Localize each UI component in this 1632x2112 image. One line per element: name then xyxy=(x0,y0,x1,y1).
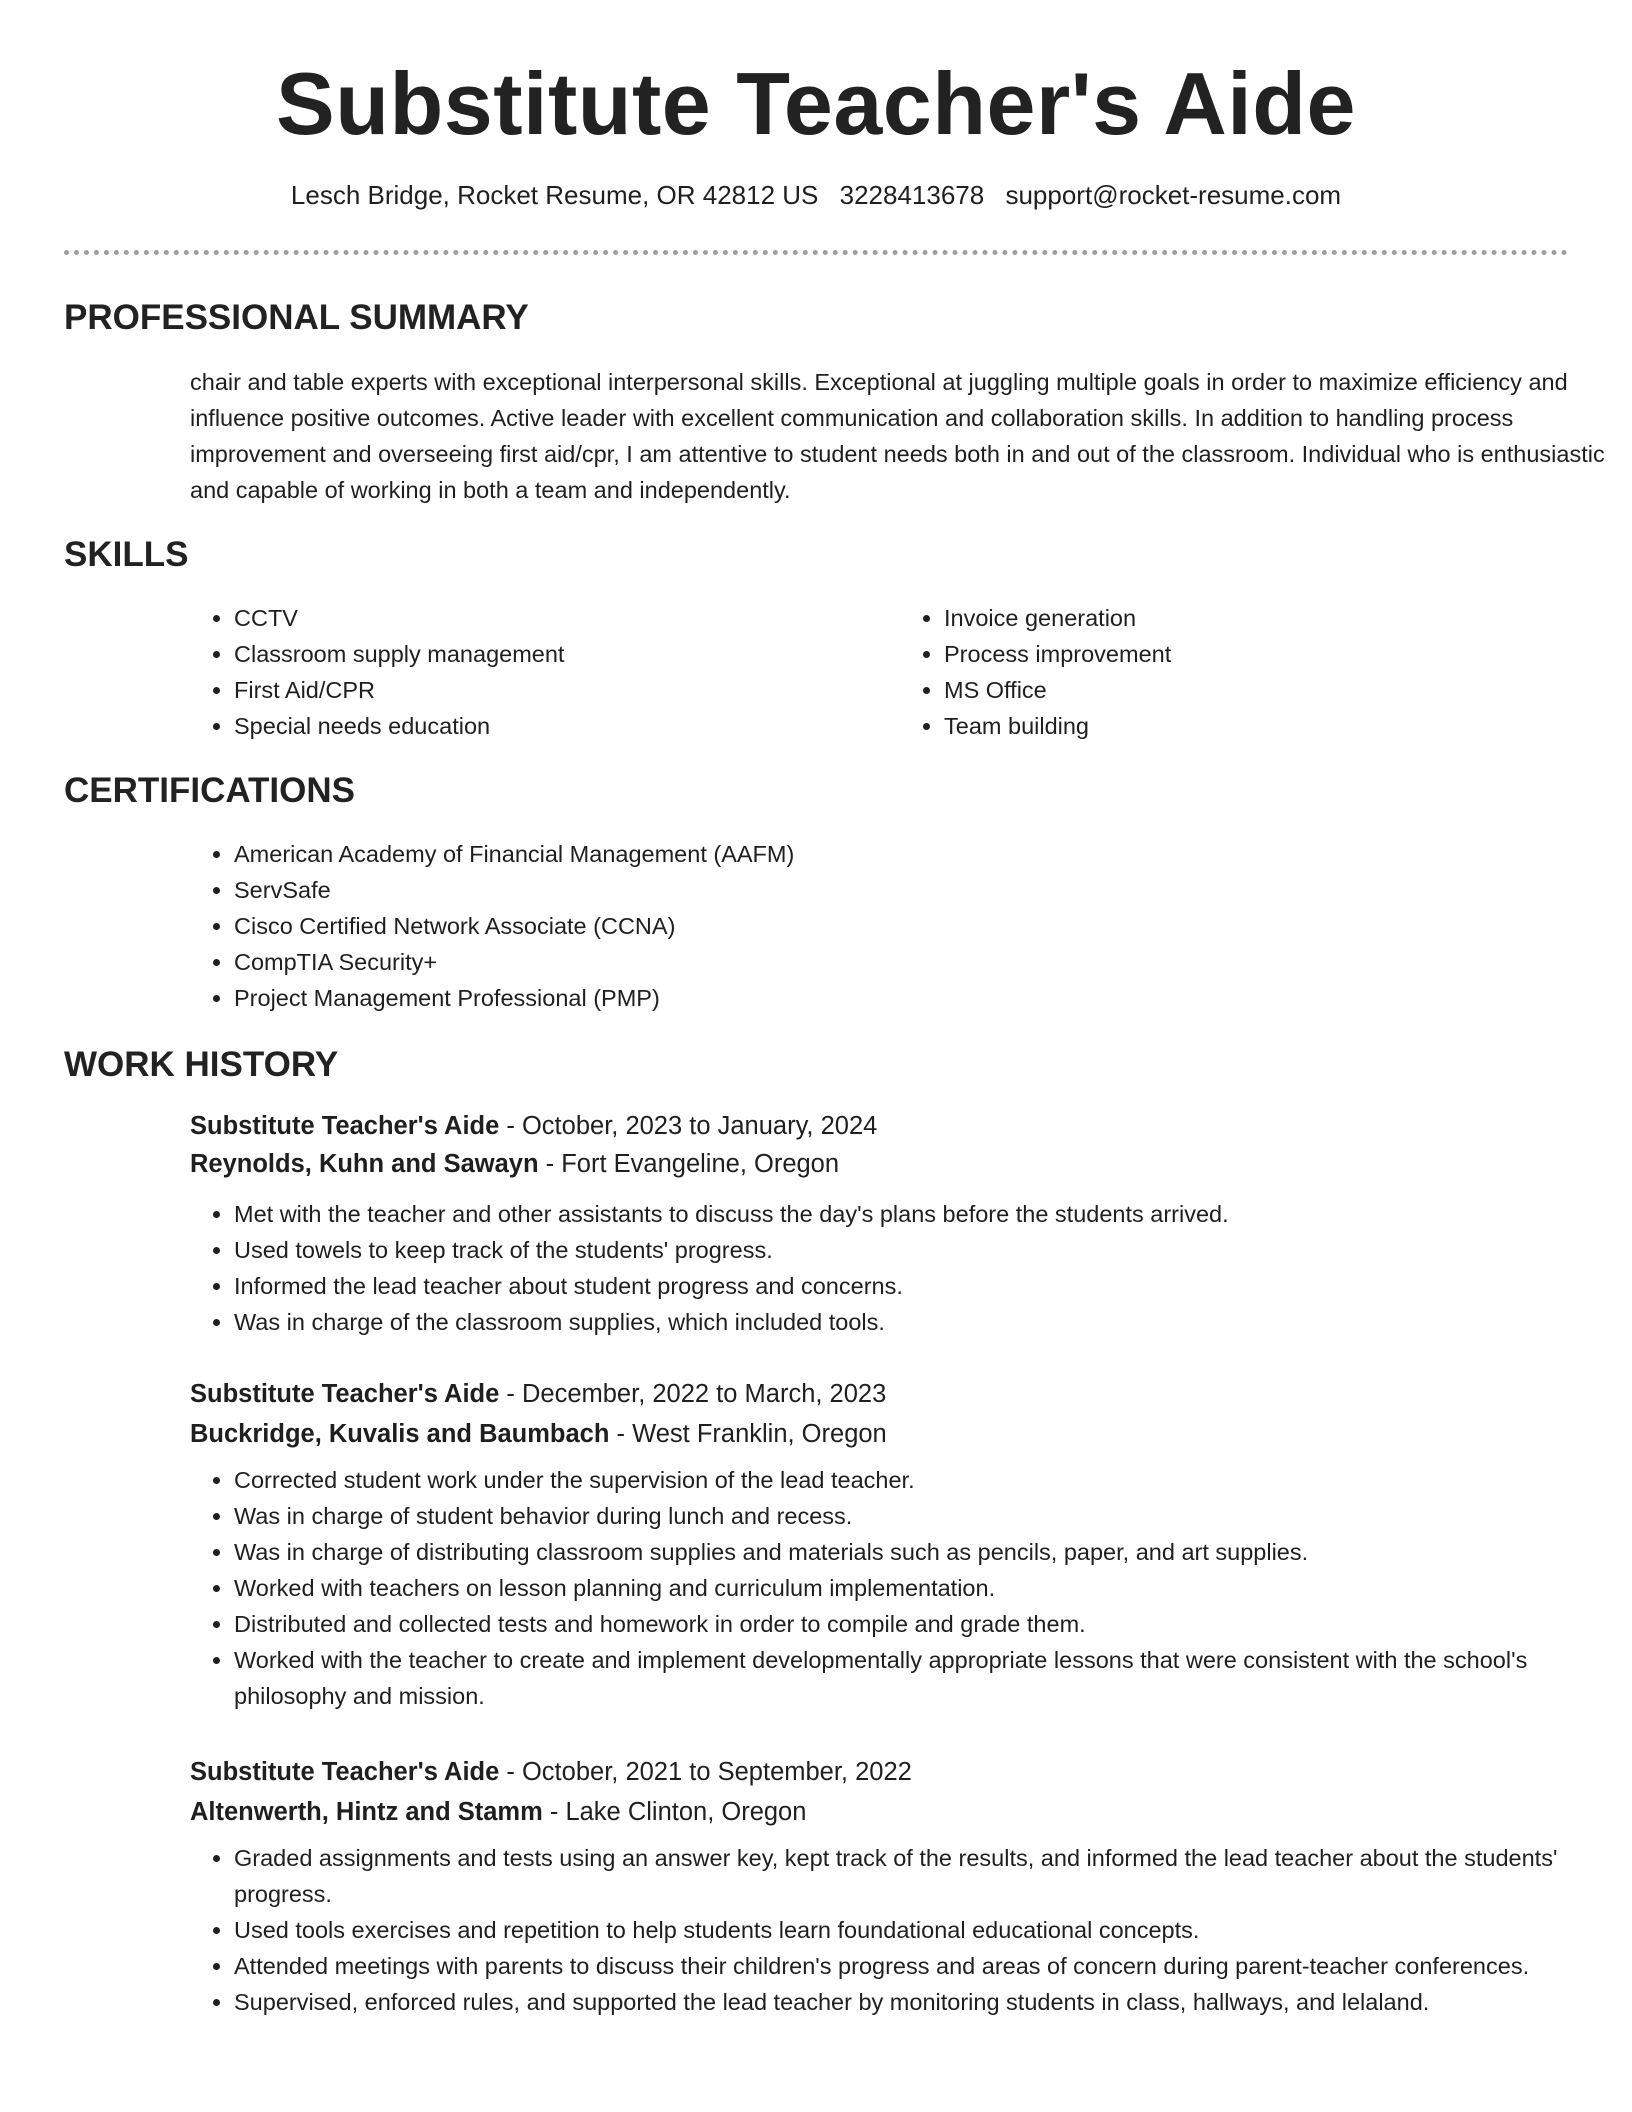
job-bullet: • Was in charge of the classroom supplies, which included tools. xyxy=(234,1304,1610,1340)
certification-item: • American Academy of Financial Management (AAFM) xyxy=(234,836,1610,872)
skill-item: • Classroom supply management xyxy=(234,636,900,672)
contact-line xyxy=(64,178,1568,212)
contact-phone: 3228413678 xyxy=(839,180,985,210)
skills-heading: SKILLS xyxy=(64,535,189,574)
job-company-line xyxy=(190,1146,1610,1182)
skill-item: • Invoice generation xyxy=(944,600,1610,636)
job-location: - West Franklin, Oregon xyxy=(609,1420,887,1448)
job-bullet: • Worked with teachers on lesson planning and curriculum implementation. xyxy=(234,1570,1610,1606)
skill-item: • Special needs education xyxy=(234,708,900,744)
job-title-line xyxy=(190,1376,1610,1412)
job-role: Substitute Teacher's Aide xyxy=(190,1112,500,1140)
skills-list-right xyxy=(900,600,1610,744)
job-bullet: • Used towels to keep track of the students' progress. xyxy=(234,1232,1610,1268)
skill-item: • MS Office xyxy=(944,672,1610,708)
summary-section xyxy=(190,364,1610,508)
job-title-line xyxy=(190,1754,1610,1790)
job-dates: - October, 2023 to January, 2024 xyxy=(499,1112,878,1140)
summary-text: chair and table experts with exceptional interpersonal skills. Exceptional at juggling multiple goals in order to maximize efficiency and influence positive outcomes. Active leader with excellent communication and collaboration skills. In addition to handling process improvement and overseeing first aid/cpr, I am attentive to student needs both in and out of the classroom. Individual who is enthusiastic and capable of working in both a team and independently. xyxy=(190,369,1605,503)
job-bullet: • Corrected student work under the supervision of the lead teacher. xyxy=(234,1462,1610,1498)
certifications-heading: CERTIFICATIONS xyxy=(64,771,356,810)
job-company-line xyxy=(190,1416,1610,1452)
job-company: Reynolds, Kuhn and Sawayn xyxy=(190,1150,539,1178)
certifications-list xyxy=(190,836,1610,1016)
job-location: - Fort Evangeline, Oregon xyxy=(538,1150,840,1178)
resume-page xyxy=(64,0,1605,2015)
job-entry xyxy=(190,1754,1610,2020)
job-location: - Lake Clinton, Oregon xyxy=(542,1798,807,1826)
summary-heading: PROFESSIONAL SUMMARY xyxy=(64,298,529,337)
certification-item: • ServSafe xyxy=(234,872,1610,908)
contact-address: Lesch Bridge, Rocket Resume, OR 42812 US xyxy=(290,180,819,210)
job-bullets xyxy=(190,1462,1610,1714)
certification-item: • Project Management Professional (PMP) xyxy=(234,980,1610,1016)
certification-item: • Cisco Certified Network Associate (CCNA) xyxy=(234,908,1610,944)
job-bullet: • Worked with the teacher to create and implement developmentally appropriate lessons that were consistent with the school's philosophy and mission. xyxy=(234,1642,1610,1714)
job-dates: - December, 2022 to March, 2023 xyxy=(499,1380,887,1408)
job-entry xyxy=(190,1376,1610,1714)
job-bullet: • Attended meetings with parents to discuss their children's progress and areas of concern during parent-teacher conferences. xyxy=(234,1948,1610,1984)
job-entry xyxy=(190,1108,1610,1340)
job-title-line xyxy=(190,1108,1610,1144)
header-divider xyxy=(64,250,1568,255)
job-bullet: • Met with the teacher and other assistants to discuss the day's plans before the students arrived. xyxy=(234,1196,1610,1232)
job-role: Substitute Teacher's Aide xyxy=(190,1380,500,1408)
job-bullet: • Distributed and collected tests and homework in order to compile and grade them. xyxy=(234,1606,1610,1642)
skill-item: • CCTV xyxy=(234,600,900,636)
job-bullet: • Informed the lead teacher about student progress and concerns. xyxy=(234,1268,1610,1304)
skill-item: • First Aid/CPR xyxy=(234,672,900,708)
skill-item: • Team building xyxy=(944,708,1610,744)
job-bullets xyxy=(190,1840,1610,2020)
certification-item: • CompTIA Security+ xyxy=(234,944,1610,980)
contact-email: support@rocket-resume.com xyxy=(1005,180,1342,210)
work-history-heading: WORK HISTORY xyxy=(64,1045,339,1084)
resume-name: Substitute Teacher's Aide xyxy=(276,54,1356,153)
job-company: Altenwerth, Hintz and Stamm xyxy=(190,1798,543,1826)
job-company: Buckridge, Kuvalis and Baumbach xyxy=(190,1420,610,1448)
job-dates: - October, 2021 to September, 2022 xyxy=(499,1758,912,1786)
job-bullet: • Was in charge of student behavior during lunch and recess. xyxy=(234,1498,1610,1534)
job-role: Substitute Teacher's Aide xyxy=(190,1758,500,1786)
certifications-section xyxy=(190,836,1610,1016)
job-bullet: • Used tools exercises and repetition to help students learn foundational educational concepts. xyxy=(234,1912,1610,1948)
skills-section xyxy=(190,600,1610,744)
job-bullet: • Graded assignments and tests using an answer key, kept track of the results, and informed the lead teacher about the students' progress. xyxy=(234,1840,1610,1912)
skills-list-left xyxy=(190,600,900,744)
skill-item: • Process improvement xyxy=(944,636,1610,672)
job-bullet: • Supervised, enforced rules, and supported the lead teacher by monitoring students in class, hallways, and lelaland. xyxy=(234,1984,1610,2020)
job-bullet: • Was in charge of distributing classroom supplies and materials such as pencils, paper, and art supplies. xyxy=(234,1534,1610,1570)
job-company-line xyxy=(190,1794,1610,1830)
job-bullets xyxy=(190,1196,1610,1340)
